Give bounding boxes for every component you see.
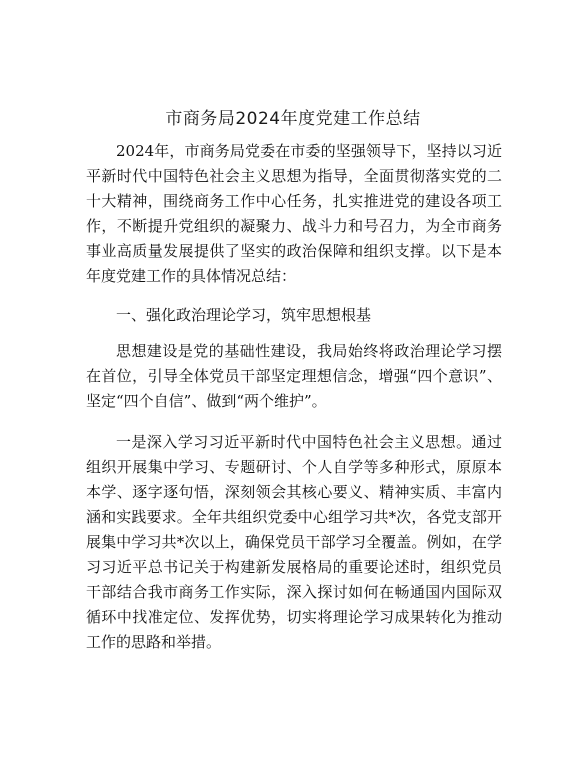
section-intro-paragraph: 思想建设是党的基础性建设，我局始终将政治理论学习摆在首位，引导全体党员干部坚定理想信念，增强“四个意识”、坚定“四个自信”、做到“两个维护”。 <box>86 342 502 410</box>
section-heading: 一、强化政治理论学习，筑牢思想根基 <box>116 306 372 324</box>
document-title: 市商务局2024年度党建工作总结 <box>165 109 421 129</box>
study-paragraph: 一是深入学习习近平新时代中国特色社会主义思想。通过组织开展集中学习、专题研讨、个人自学等多种形式，原原本本学、逐字逐句悟，深刻领会其核心要义、精神实质、丰富内涵和实践要求。全年共组织党委中心组学习共*次，各党支部开展集中学习共*次以上，确保党员干部学习全覆盖。例如，在学习习近平总书记关于构建新发展格局的重要论述时，组织党员干部结合我市商务工作实际，深入探讨如何在畅通国内国际双循环中找准定位、发挥优势，切实将理论学习成果转化为推动工作的思路和举措。 <box>86 433 502 651</box>
intro-paragraph: 2024年，市商务局党委在市委的坚强领导下，坚持以习近平新时代中国特色社会主义思想为指导，全面贯彻落实党的二十大精神，围绕商务工作中心任务，扎实推进党的建设各项工作，不断提升党组织的凝聚力、战斗力和号召力，为全市商务事业高质量发展提供了坚实的政治保障和组织支撑。以下是本年度党建工作的具体情况总结： <box>86 142 502 285</box>
